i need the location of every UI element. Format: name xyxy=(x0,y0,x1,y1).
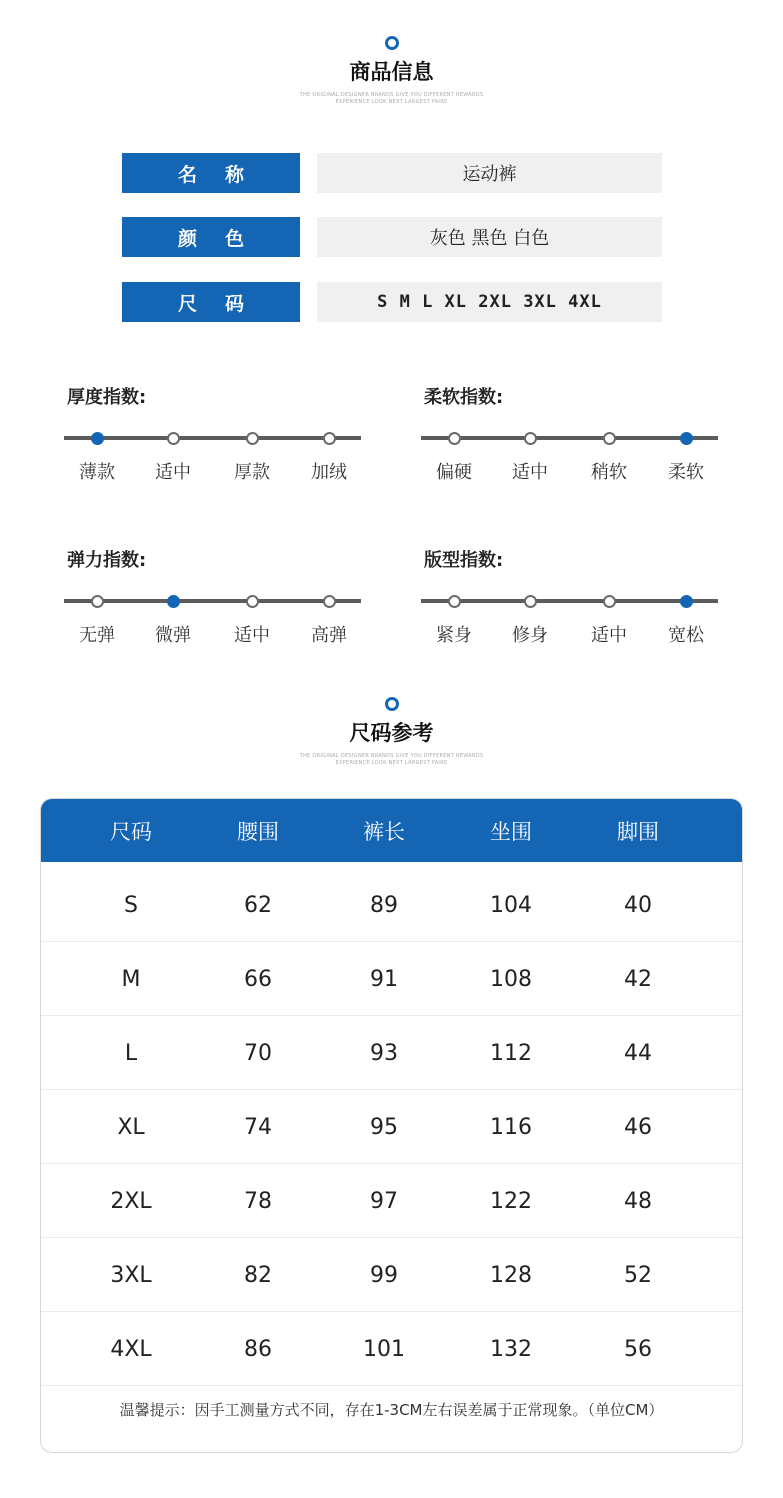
table-cell: 48 xyxy=(624,1188,652,1214)
table-cell: 3XL xyxy=(110,1262,152,1288)
table-cell: L xyxy=(124,1040,138,1066)
table-cell: 89 xyxy=(370,892,398,918)
size-table xyxy=(40,798,743,1453)
scale-dot xyxy=(167,432,180,445)
table-cell: 46 xyxy=(624,1114,652,1140)
table-row xyxy=(41,1016,742,1090)
scale-label: 高弹 xyxy=(311,625,347,646)
scale-dot xyxy=(603,432,616,445)
scale-label: 微弹 xyxy=(155,625,191,646)
table-cell: 40 xyxy=(624,892,652,918)
softness-index xyxy=(421,383,721,513)
info-value: 运动裤 xyxy=(317,153,662,193)
measurement-note: 温馨提示：因手工测量方式不同，存在1-3CM左右误差属于正常现象。（单位CM） xyxy=(119,1401,664,1419)
scale-track xyxy=(64,436,361,440)
table-row xyxy=(41,1164,742,1238)
scale-label: 适中 xyxy=(512,462,548,483)
info-label: 名称 xyxy=(122,153,300,193)
table-cell: 74 xyxy=(244,1114,272,1140)
scale-label: 厚款 xyxy=(234,462,270,483)
scale-dot xyxy=(524,595,537,608)
table-cell: 56 xyxy=(624,1336,652,1362)
product-info-header xyxy=(0,36,783,106)
table-cell: 86 xyxy=(244,1336,272,1362)
table-cell: 93 xyxy=(370,1040,398,1066)
scale-label: 无弹 xyxy=(79,625,115,646)
table-cell: 42 xyxy=(624,966,652,992)
table-cell: 62 xyxy=(244,892,272,918)
circle-icon xyxy=(385,36,399,50)
scale-label: 偏硬 xyxy=(436,462,472,483)
scale-dot-selected xyxy=(91,432,104,445)
fit-index xyxy=(421,546,721,676)
table-cell: 122 xyxy=(490,1188,532,1214)
table-cell: 4XL xyxy=(110,1336,152,1362)
index-title: 弹力指数: xyxy=(67,550,147,571)
table-cell: 44 xyxy=(624,1040,652,1066)
table-cell: S xyxy=(124,892,138,918)
index-title: 柔软指数: xyxy=(424,387,504,408)
section-title: 尺码参考 xyxy=(340,717,444,747)
scale-label: 稍软 xyxy=(591,462,627,483)
table-cell: 70 xyxy=(244,1040,272,1066)
index-title: 版型指数: xyxy=(424,550,504,571)
section-subtitle: THE ORIGINAL DESIGNER BRANDS GIVE YOU DIFFERENT REWARDS EXPERIENCE LOOK NEXT LARGEST FAIRE xyxy=(299,753,484,766)
table-cell: 2XL xyxy=(110,1188,152,1214)
scale-label: 薄款 xyxy=(79,462,115,483)
scale-track xyxy=(64,599,361,603)
table-header-cell: 腰围 xyxy=(237,819,279,844)
table-row xyxy=(41,942,742,1016)
scale-label: 适中 xyxy=(234,625,270,646)
scale-dot-selected xyxy=(680,432,693,445)
scale-dot xyxy=(603,595,616,608)
scale-dot xyxy=(323,432,336,445)
scale-dot xyxy=(448,595,461,608)
table-cell: 128 xyxy=(490,1262,532,1288)
table-cell: M xyxy=(121,966,141,992)
size-reference-header xyxy=(0,697,783,767)
table-cell: 91 xyxy=(370,966,398,992)
table-cell: 132 xyxy=(490,1336,532,1362)
thickness-index xyxy=(64,383,364,513)
table-cell: 78 xyxy=(244,1188,272,1214)
table-cell: 108 xyxy=(490,966,532,992)
section-subtitle: THE ORIGINAL DESIGNER BRANDS GIVE YOU DIFFERENT REWARDS EXPERIENCE LOOK NEXT LARGEST FAIRE xyxy=(299,92,484,105)
table-cell: 95 xyxy=(370,1114,398,1140)
elasticity-index xyxy=(64,546,364,676)
scale-dot xyxy=(524,432,537,445)
index-title: 厚度指数: xyxy=(67,387,147,408)
table-cell: 116 xyxy=(490,1114,532,1140)
scale-dot-selected xyxy=(167,595,180,608)
table-header-cell: 脚围 xyxy=(617,819,659,844)
table-header-cell: 裤长 xyxy=(363,819,405,844)
scale-label: 加绒 xyxy=(311,462,347,483)
scale-label: 紧身 xyxy=(436,625,472,646)
table-header xyxy=(41,799,742,862)
scale-dot xyxy=(246,432,259,445)
scale-track xyxy=(421,436,718,440)
scale-dot xyxy=(246,595,259,608)
table-cell: 52 xyxy=(624,1262,652,1288)
info-value: 灰色 黑色 白色 xyxy=(317,217,662,257)
scale-label: 适中 xyxy=(155,462,191,483)
table-row xyxy=(41,868,742,942)
scale-dot xyxy=(91,595,104,608)
scale-label: 修身 xyxy=(512,625,548,646)
table-cell: 101 xyxy=(363,1336,405,1362)
table-header-cell: 坐围 xyxy=(490,819,532,844)
info-value: S M L XL 2XL 3XL 4XL xyxy=(317,282,662,322)
section-title: 商品信息 xyxy=(340,56,444,86)
scale-track xyxy=(421,599,718,603)
scale-dot xyxy=(448,432,461,445)
info-label: 尺码 xyxy=(122,282,300,322)
table-cell: XL xyxy=(117,1114,145,1140)
table-cell: 97 xyxy=(370,1188,398,1214)
table-row xyxy=(41,1090,742,1164)
table-cell: 82 xyxy=(244,1262,272,1288)
scale-label: 柔软 xyxy=(668,462,704,483)
table-cell: 104 xyxy=(490,892,532,918)
scale-dot-selected xyxy=(680,595,693,608)
info-label: 颜色 xyxy=(122,217,300,257)
scale-dot xyxy=(323,595,336,608)
scale-label: 宽松 xyxy=(668,625,704,646)
table-cell: 99 xyxy=(370,1262,398,1288)
circle-icon xyxy=(385,697,399,711)
table-cell: 112 xyxy=(490,1040,532,1066)
table-header-cell: 尺码 xyxy=(110,819,152,844)
table-cell: 66 xyxy=(244,966,272,992)
scale-label: 适中 xyxy=(591,625,627,646)
table-row xyxy=(41,1312,742,1386)
table-row xyxy=(41,1238,742,1312)
